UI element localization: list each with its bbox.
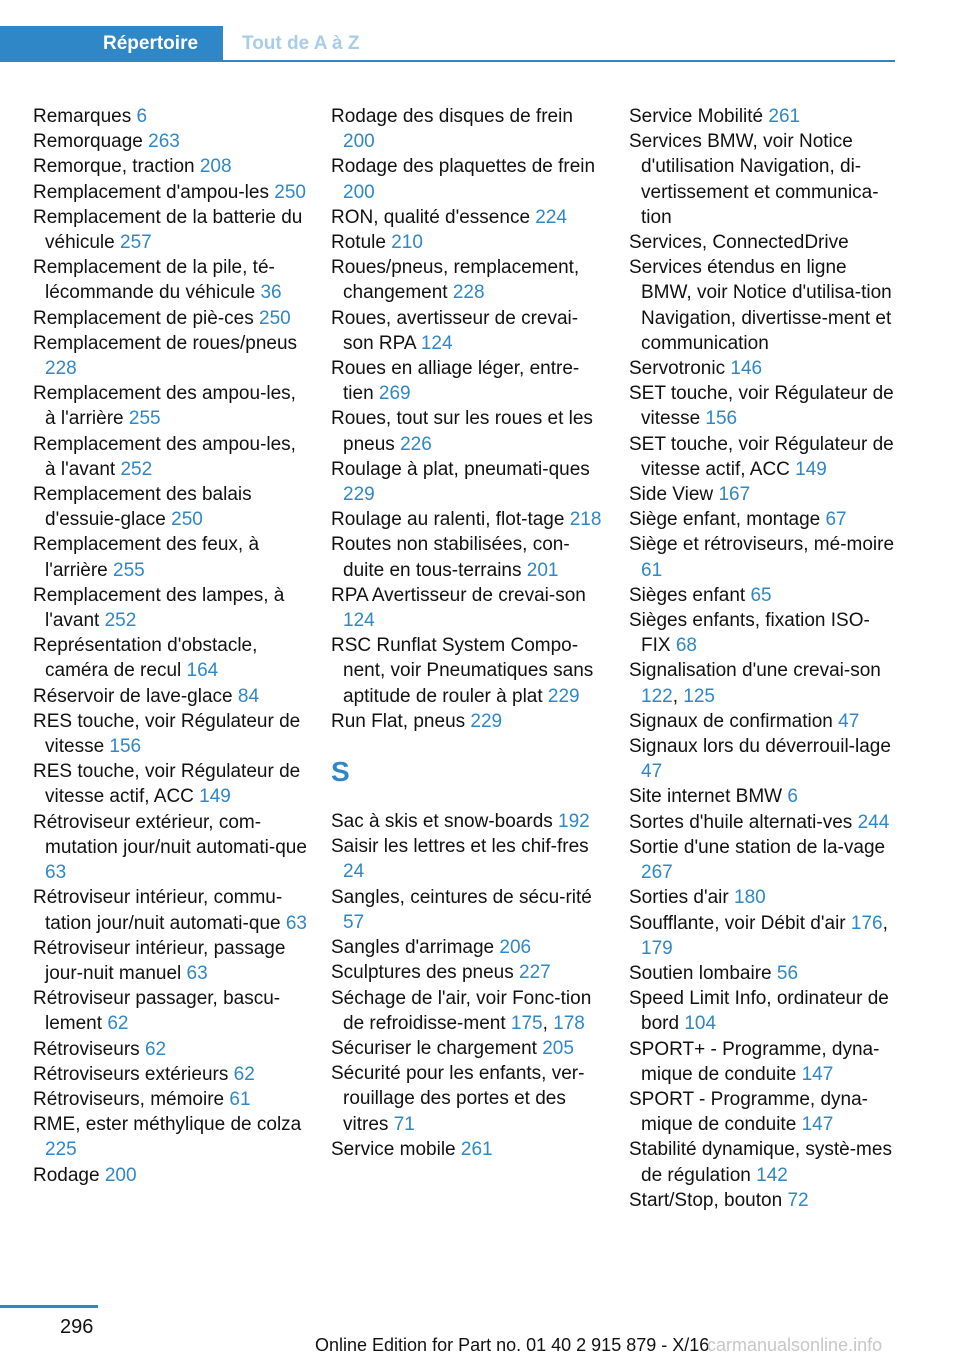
index-entry — [33, 331, 308, 381]
index-entry — [629, 507, 899, 532]
page-link[interactable]: 180 — [734, 887, 766, 909]
index-term: Remorquage — [33, 131, 143, 153]
index-entry — [33, 1062, 308, 1087]
index-term: SPORT+ - Programme, dyna-mique de conduite — [629, 1038, 880, 1085]
index-term: RON, qualité d'essence — [331, 206, 531, 228]
page-link[interactable]: 84 — [237, 685, 260, 707]
index-entry — [331, 532, 606, 582]
index-term: Remorque, traction — [33, 156, 195, 178]
index-entry — [33, 205, 308, 255]
page-link[interactable]: 228 — [45, 358, 77, 380]
page-link[interactable]: 6 — [136, 106, 148, 127]
index-entry — [33, 709, 308, 759]
index-term: Remplacement de la batterie du véhicule — [33, 206, 303, 254]
index-term: Saisir les lettres et les chif-fres — [331, 836, 589, 858]
index-entry — [629, 129, 899, 230]
page-link[interactable]: 229 — [547, 685, 580, 707]
page-link[interactable]: 252 — [120, 458, 153, 480]
index-entry — [629, 104, 899, 129]
index-term: Réservoir de lave-glace — [33, 685, 233, 707]
index-entry — [33, 129, 308, 154]
page-link[interactable]: 179 — [641, 937, 673, 959]
index-term: Site internet BMW — [629, 786, 783, 808]
page-link[interactable]: 72 — [787, 1189, 809, 1211]
index-entry — [331, 583, 606, 633]
index-term: Sièges enfant — [629, 584, 746, 606]
tab-tout-de-a-a-z[interactable]: Tout de A à Z — [242, 33, 360, 54]
index-term: Run Flat, pneus — [331, 710, 466, 732]
index-term: Sortes d'huile alternati-ves — [629, 811, 853, 833]
page-link[interactable]: 124 — [420, 332, 453, 354]
index-entry — [629, 1037, 899, 1087]
index-entry — [331, 935, 606, 960]
page-link[interactable]: 57 — [343, 911, 365, 933]
index-entry — [331, 809, 606, 834]
header — [0, 26, 895, 61]
index-entry — [331, 104, 606, 154]
page-link[interactable]: 63 — [45, 862, 67, 884]
page-link[interactable]: 156 — [705, 408, 738, 430]
page-link[interactable]: 62 — [144, 1038, 167, 1060]
index-term: Roues, avertisseur de crevai-son RPA — [331, 307, 579, 354]
index-entry — [629, 835, 899, 885]
index-entry — [629, 784, 899, 809]
index-entry — [629, 1137, 899, 1187]
page-link[interactable]: 125 — [683, 685, 715, 707]
page-link[interactable]: 156 — [109, 736, 142, 758]
index-entry — [331, 960, 606, 985]
index-term: Remplacement des balais d'essuie-glace — [33, 484, 252, 531]
index-entry — [629, 810, 899, 835]
index-entry — [33, 1163, 308, 1188]
index-entry — [629, 432, 899, 482]
index-entry — [629, 986, 899, 1036]
index-term: Remplacement des ampou-les, à l'avant — [33, 433, 296, 480]
index-entry — [33, 1087, 308, 1112]
index-term: Stabilité dynamique, systè-mes de régulation — [629, 1139, 892, 1186]
index-entry — [331, 633, 606, 709]
index-entry — [331, 1137, 606, 1162]
index-term: Rodage — [33, 1164, 100, 1186]
index-entry — [331, 154, 606, 204]
page-link[interactable]: 267 — [641, 862, 673, 884]
index-term: RES touche, voir Régulateur de vitesse — [33, 710, 301, 758]
page-link[interactable]: 62 — [107, 1013, 129, 1035]
page-link[interactable]: 200 — [104, 1164, 137, 1186]
page-link[interactable]: 122 — [641, 685, 673, 707]
page-link[interactable]: 67 — [825, 509, 847, 531]
page-link[interactable]: 250 — [274, 181, 306, 203]
index-term: Remplacement de la pile, té-lécommande du véhicule — [33, 257, 275, 304]
page-link[interactable]: 224 — [535, 206, 567, 228]
index-entry — [33, 180, 308, 205]
page-link[interactable]: 228 — [452, 282, 485, 304]
index-entry — [33, 1037, 308, 1062]
index-term: RME, ester méthylique de colza — [33, 1114, 302, 1136]
index-column-1 — [33, 104, 308, 1188]
index-term: Service mobile — [331, 1138, 456, 1160]
page-link[interactable]: 167 — [718, 484, 751, 506]
index-term: RES touche, voir Régulateur de vitesse actif, ACC — [33, 761, 301, 808]
index-entry — [331, 834, 606, 884]
index-entry — [629, 356, 899, 381]
index-term: Roues, tout sur les roues et les pneus — [331, 408, 593, 455]
page-link[interactable]: 142 — [756, 1164, 788, 1186]
page-link[interactable]: 201 — [526, 559, 559, 581]
index-entry — [33, 583, 308, 633]
watermark: carmanualsonline.info — [707, 1335, 883, 1355]
index-term: Soufflante, voir Débit d'air — [629, 912, 846, 934]
index-term: Rodage des plaquettes de frein — [331, 156, 596, 178]
page-link[interactable]: 147 — [801, 1063, 834, 1085]
page-link[interactable]: 261 — [768, 106, 801, 127]
page-link[interactable]: 257 — [120, 232, 152, 254]
index-term: RSC Runflat System Compo-nent, voir Pneumatiques sans aptitude de rouler à plat — [331, 635, 594, 707]
index-term: Speed Limit Info, ordinateur de bord — [629, 988, 889, 1035]
page-link[interactable]: 200 — [343, 131, 375, 153]
index-term: Sangles, ceintures de sécu-rité — [331, 886, 592, 908]
index-entry — [629, 583, 899, 608]
index-entry — [33, 684, 308, 709]
page-link[interactable]: 6 — [787, 786, 798, 808]
index-entry — [33, 532, 308, 582]
index-entry — [33, 381, 308, 431]
page-link[interactable]: 200 — [343, 181, 375, 203]
index-term: Rétroviseur intérieur, commu-tation jour/nuit automati-que — [33, 887, 283, 934]
index-entry — [629, 709, 899, 734]
index-entry — [33, 154, 308, 179]
index-term: Roulage au ralenti, flot-tage — [331, 509, 565, 531]
page-link[interactable]: 56 — [776, 962, 799, 984]
index-entry — [331, 306, 606, 356]
page-link[interactable]: 36 — [260, 282, 282, 304]
page-link[interactable]: 63 — [285, 912, 307, 934]
index-term: Services, ConnectedDrive — [629, 232, 849, 254]
index-term: Remplacement d'ampou-les — [33, 181, 269, 203]
page-link[interactable]: 205 — [542, 1037, 574, 1059]
index-term: Roulage à plat, pneumati-ques — [331, 458, 590, 480]
page-link[interactable]: 147 — [801, 1114, 834, 1136]
tab-repertoire[interactable]: Répertoire — [0, 26, 223, 62]
index-entry — [33, 936, 308, 986]
page-link[interactable]: 229 — [470, 710, 503, 732]
index-term: Sangles d'arrimage — [331, 937, 495, 959]
index-term: Signaux de confirmation — [629, 710, 833, 732]
index-entry — [331, 255, 606, 305]
index-entry — [331, 709, 606, 734]
index-entry — [331, 406, 606, 456]
index-term: Services étendus en ligne BMW, voir Notice d'utilisa-tion Navigation, divertisse-ment et communication — [629, 257, 892, 354]
index-entry: Soufflante, voir Débit d'air 176, 179 — [629, 912, 888, 959]
index-entry — [33, 482, 308, 532]
edition-text: Online Edition for Part no. 01 40 2 915 879 - X/16 — [315, 1335, 710, 1355]
index-term: Rotule — [331, 232, 386, 254]
page-link[interactable]: 229 — [343, 484, 375, 506]
page-link[interactable]: 104 — [684, 1013, 717, 1035]
page-link[interactable]: 192 — [558, 811, 590, 833]
index-term: Rétroviseur passager, bascu-lement — [33, 988, 281, 1035]
page-link[interactable]: 206 — [499, 937, 532, 959]
page-link[interactable]: 255 — [113, 559, 145, 581]
index-term: Siège enfant, montage — [629, 509, 821, 531]
index-entry — [629, 885, 899, 910]
index-term: SET touche, voir Régulateur de vitesse actif, ACC — [629, 433, 894, 480]
page-link[interactable]: 250 — [259, 307, 291, 329]
index-entry — [629, 1087, 899, 1137]
index-entry — [331, 230, 606, 255]
page-link[interactable]: 261 — [460, 1138, 493, 1160]
page-link[interactable]: 71 — [393, 1113, 415, 1135]
index-term: Sièges enfants, fixation ISO-FIX — [629, 610, 870, 657]
header-rule — [0, 60, 895, 62]
index-entry — [33, 759, 308, 809]
page-link[interactable]: 47 — [641, 761, 663, 783]
index-term: Siège et rétroviseurs, mé-moire — [629, 534, 895, 556]
page-link[interactable]: 263 — [148, 131, 180, 153]
index-term: Soutien lombaire — [629, 962, 772, 984]
footer-rule — [0, 1305, 98, 1308]
index-term: Side View — [629, 484, 714, 506]
index-entry — [331, 1036, 606, 1061]
index-entry — [331, 457, 606, 507]
page-link[interactable]: 24 — [343, 861, 365, 883]
index-term: Remplacement des lampes, à l'avant — [33, 584, 285, 632]
index-entry — [629, 381, 899, 431]
page-link[interactable]: 149 — [795, 458, 827, 480]
index-term: Routes non stabilisées, con-duite en tous-terrains — [331, 534, 570, 581]
index-term: Roues/pneus, remplacement, changement — [331, 257, 580, 304]
index-term: Rétroviseurs extérieurs — [33, 1063, 229, 1085]
index-entry — [331, 507, 606, 532]
index-term: Sécuriser le chargement — [331, 1037, 537, 1059]
page-link[interactable]: 210 — [391, 232, 423, 254]
index-entry — [331, 885, 606, 935]
page-link[interactable]: 255 — [128, 408, 161, 430]
index-term: Signaux lors du déverrouil-lage — [629, 736, 891, 758]
index-entry — [331, 356, 606, 406]
index-term: Signalisation d'une crevai-son — [629, 660, 881, 682]
page-link[interactable]: 250 — [171, 509, 203, 531]
index-term: Start/Stop, bouton — [629, 1189, 783, 1211]
index-term: Servotronic — [629, 358, 726, 380]
index-term: Sac à skis et snow-boards — [331, 811, 553, 833]
page-link[interactable]: 226 — [400, 433, 432, 455]
page-link[interactable]: 149 — [199, 786, 231, 808]
page-link[interactable]: 146 — [730, 358, 763, 380]
index-term: Remplacement de piè-ces — [33, 307, 254, 329]
page-link[interactable]: 47 — [838, 710, 860, 732]
page-link[interactable]: 61 — [229, 1088, 251, 1110]
page-link[interactable]: 225 — [45, 1139, 77, 1161]
index-entry — [629, 734, 899, 784]
index-term: Rétroviseurs, mémoire — [33, 1088, 225, 1110]
page-link[interactable]: 252 — [104, 610, 137, 632]
page-link[interactable]: 61 — [641, 559, 663, 581]
index-entry — [33, 255, 308, 305]
index-entry — [33, 885, 308, 935]
index-term: Remplacement des ampou-les, à l'arrière — [33, 383, 296, 430]
index-term: Représentation d'obstacle, caméra de recul — [33, 635, 258, 682]
index-term: Rétroviseur extérieur, com-mutation jour/nuit automati-que — [33, 811, 307, 858]
index-entry — [629, 961, 899, 986]
index-entry — [331, 1061, 606, 1137]
page-number: 296 — [60, 1316, 94, 1338]
page-link[interactable]: 244 — [857, 811, 890, 833]
index-term: Sorties d'air — [629, 887, 729, 909]
page-link[interactable]: 68 — [675, 635, 697, 657]
index-entry — [33, 432, 308, 482]
index-term: Séchage de l'air, voir Fonc-tion de refroidisse-ment — [331, 987, 592, 1034]
index-entry — [33, 104, 308, 129]
index-term: Sortie d'une station de la-vage — [629, 836, 886, 858]
page-link[interactable]: 65 — [750, 584, 772, 606]
index-entry — [629, 1188, 899, 1213]
page-link[interactable]: 63 — [186, 962, 208, 984]
index-term: Remplacement de roues/pneus — [33, 332, 298, 354]
index-entry — [33, 986, 308, 1036]
index-term: Remplacement des feux, à l'arrière — [33, 534, 260, 581]
index-term: Rodage des disques de frein — [331, 106, 573, 127]
index-column-2 — [331, 104, 606, 1162]
index-term: SPORT - Programme, dyna-mique de conduite — [629, 1088, 868, 1136]
index-term: Remarques — [33, 106, 132, 127]
index-entry — [629, 482, 899, 507]
page-link[interactable]: 227 — [519, 962, 551, 984]
page-link[interactable]: 218 — [569, 509, 602, 531]
page-link[interactable]: 175 — [510, 1012, 543, 1034]
index-entry — [331, 205, 606, 230]
index-term: Roues en alliage léger, entre-tien — [331, 358, 580, 405]
index-term: SET touche, voir Régulateur de vitesse — [629, 383, 894, 430]
page-link[interactable]: 178 — [553, 1012, 585, 1034]
page-link[interactable]: 208 — [199, 156, 232, 178]
index-term: Rétroviseur intérieur, passage jour-nuit manuel — [33, 937, 286, 984]
index-entry — [629, 230, 899, 255]
page-link[interactable]: 269 — [378, 383, 411, 405]
index-entry — [629, 532, 899, 582]
index-entry: Signalisation d'une crevai-son 122, 125 — [629, 660, 881, 707]
index-entry — [33, 306, 308, 331]
index-term: Service Mobilité — [629, 106, 764, 127]
index-term: Sculptures des pneus — [331, 962, 514, 984]
index-column-3 — [629, 104, 899, 1213]
page-link[interactable]: 176 — [850, 912, 883, 934]
page-link[interactable]: 124 — [343, 610, 375, 632]
index-term: RPA Avertisseur de crevai-son — [331, 584, 586, 606]
index-entry — [33, 810, 308, 886]
index-entry — [629, 255, 899, 356]
index-term: Rétroviseurs — [33, 1038, 140, 1060]
index-term: Sécurité pour les enfants, ver-rouillage des portes et des vitres — [331, 1063, 585, 1135]
page-link[interactable]: 62 — [233, 1063, 255, 1085]
section-letter: S — [331, 756, 350, 788]
index-entry: Séchage de l'air, voir Fonc-tion de refroidisse-ment 175, 178 — [331, 987, 592, 1034]
index-entry — [33, 1112, 308, 1162]
page-link[interactable]: 164 — [186, 660, 219, 682]
index-term: Services BMW, voir Notice d'utilisation Navigation, di-vertissement et communica-tion — [629, 131, 879, 228]
index-entry — [629, 608, 899, 658]
index-entry — [33, 633, 308, 683]
